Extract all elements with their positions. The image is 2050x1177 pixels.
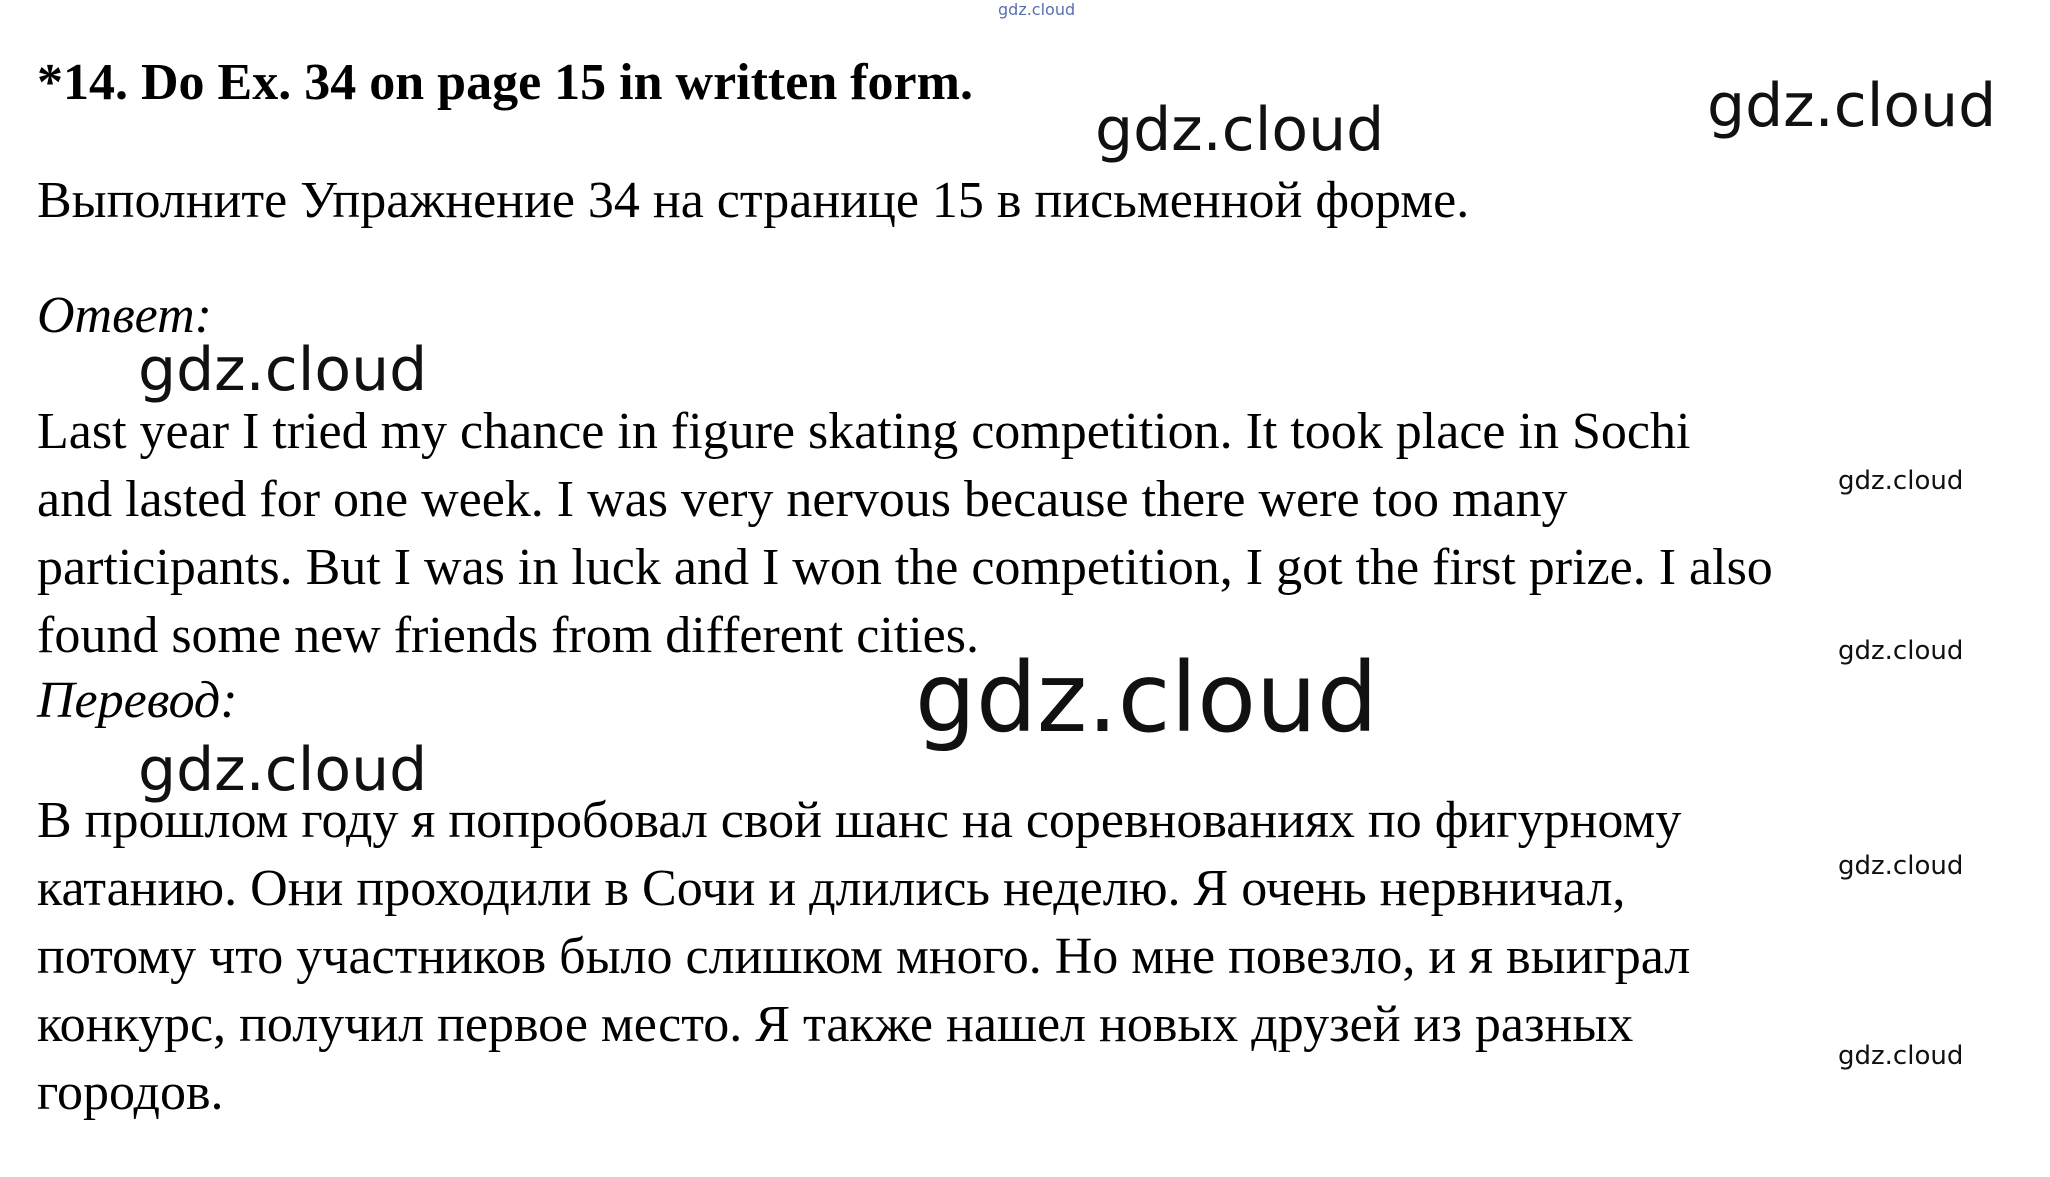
watermark-top-center: gdz.cloud xyxy=(1095,95,1385,165)
answer-line: found some new friends from different cities. xyxy=(37,607,979,664)
watermark-right-4: gdz.cloud xyxy=(1838,1041,1964,1071)
translation-text xyxy=(37,787,1690,1127)
watermark-top-right: gdz.cloud xyxy=(1707,71,1997,141)
translation-label: Перевод: xyxy=(37,672,238,729)
watermark-under-translation-label: gdz.cloud xyxy=(138,735,428,805)
watermark-under-answer-label: gdz.cloud xyxy=(138,335,428,405)
answer-text xyxy=(37,398,1773,670)
watermark-center-large: gdz.cloud xyxy=(915,642,1378,754)
translation-line: катанию. Они проходили в Сочи и длились неделю. Я очень нервничал, xyxy=(37,860,1626,917)
exercise-heading: *14. Do Ex. 34 on page 15 in written form. xyxy=(37,54,973,111)
translation-line: В прошлом году я попробовал свой шанс на соревнованиях по фигурному xyxy=(37,792,1682,849)
exercise-task-ru: Выполните Упражнение 34 на странице 15 в письменной форме. xyxy=(37,172,1470,229)
translation-line: городов. xyxy=(37,1064,224,1121)
answer-label: Ответ: xyxy=(37,287,212,344)
answer-line: and lasted for one week. I was very nervous because there were too many xyxy=(37,471,1568,528)
watermark-right-2: gdz.cloud xyxy=(1838,636,1964,666)
watermark-top-tiny: gdz.cloud xyxy=(998,0,1076,19)
answer-line: participants. But I was in luck and I won the competition, I got the first prize. I also xyxy=(37,539,1773,596)
watermark-right-1: gdz.cloud xyxy=(1838,466,1964,496)
answer-line: Last year I tried my chance in figure skating competition. It took place in Sochi xyxy=(37,403,1691,460)
translation-line: потому что участников было слишком много. Но мне повезло, и я выиграл xyxy=(37,928,1691,985)
watermark-right-3: gdz.cloud xyxy=(1838,851,1964,881)
translation-line: конкурс, получил первое место. Я также нашел новых друзей из разных xyxy=(37,996,1634,1053)
